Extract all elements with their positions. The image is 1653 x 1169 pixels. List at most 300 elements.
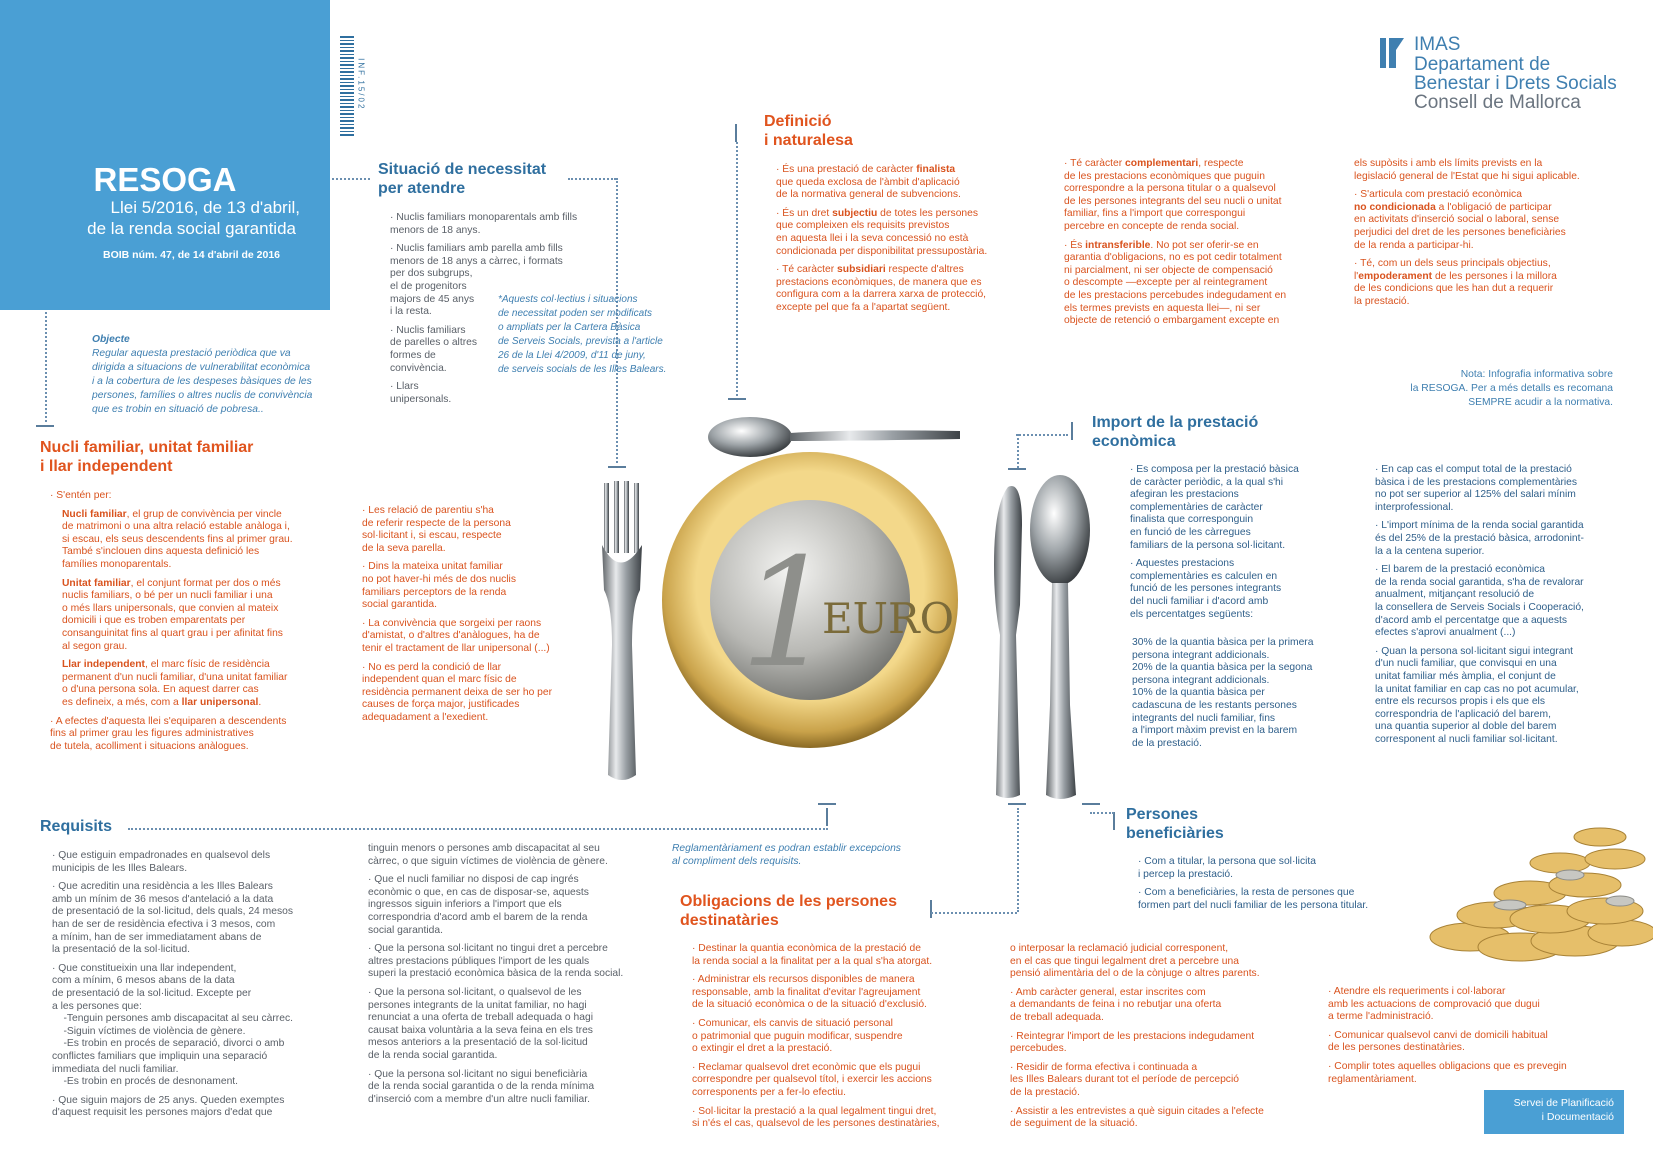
objecte-line: Regular aquesta prestació periòdica que va (92, 348, 291, 359)
text-line: 26 de la Llei 4/2009, d'11 de juny, (498, 350, 646, 361)
text-line: de la seva parella. (362, 542, 446, 554)
fork (602, 481, 642, 780)
text-line: o descompte —excepte per al reintegrament (1064, 277, 1268, 289)
obligacions-tick (930, 900, 932, 918)
text-span: , el marc físic de residència (144, 659, 270, 671)
text-line: · Comunicar qualsevol canvi de domicili habitual (1328, 1029, 1548, 1041)
requisit-item (52, 963, 342, 1089)
text-line: o patrimonial que puguin modificar, suspendre (692, 1030, 903, 1042)
text-line: · No es perd la condició de llar (362, 661, 502, 673)
text-span: respecte d'altres (885, 264, 964, 276)
import-col1 (1130, 464, 1360, 627)
text-span: , el grup de convivència per vincle (126, 508, 282, 520)
coin-value: 1 (740, 527, 836, 701)
import-connector-down (1017, 434, 1019, 468)
text-span: es defineix, a més, com a (62, 696, 182, 708)
text-line: bàsica i de les prestacions complementàries (1375, 476, 1578, 488)
obligacio-item (692, 943, 982, 968)
text-line: correspondria de l'aplicació del barem, (1375, 708, 1551, 720)
text-line: perjudici del dret de les persones beneficiàries (1354, 226, 1566, 238)
text-line: en el cas que tingui legalment dret a percebre una (1010, 955, 1239, 967)
text-line: en activitats d'inserció social o laboral, sense (1354, 214, 1560, 226)
text-line: de les persones destinatàries. (1328, 1042, 1465, 1054)
cutlery-illustration (590, 405, 1130, 805)
header-law-line1: Llei 5/2016, de 13 d'abril, (110, 198, 300, 217)
persones-title-line1: Persones (1126, 806, 1199, 823)
text-line: · En cap cas el comput total de la prestació (1375, 464, 1572, 475)
text-line: d'aquest requisit les persones majors d'edat que (52, 1107, 273, 1119)
text-line: a terme l'administració. (1328, 1011, 1434, 1023)
text-line: famílies monoparentals. (62, 558, 172, 570)
text-line: ingressos siguin inferiors a l'import que els (368, 899, 562, 911)
text-line: o interposar la reclamació judicial corresponent, (1010, 943, 1229, 954)
text-line (62, 697, 340, 710)
bold-term: finalista (916, 164, 956, 175)
situacio-note (498, 293, 698, 377)
text-line: de tutela, acolliment i situacions anàlogues. (50, 740, 249, 752)
obligacions-connector (931, 912, 1017, 914)
text-line: els termes prevists en aquesta llei—, ni ser (1064, 302, 1261, 314)
import-item (1375, 520, 1615, 558)
text-line: municipis de les Illes Balears. (52, 862, 188, 874)
text-line: formes de (390, 349, 436, 361)
text-line: consanguinitat fins al quart grau i per afinitat fins (62, 627, 283, 639)
coins-pile-image (1410, 815, 1653, 965)
euro-coin (662, 452, 958, 748)
imas-logo-icon (1378, 36, 1406, 75)
text-line: per dos subgrups, (390, 268, 473, 280)
text-span: . (258, 696, 262, 708)
text-span: a l'obligació de participar (1435, 201, 1552, 213)
text-span: · És (1064, 239, 1086, 251)
text-line: · Administrar els recursos disponibles de manera (692, 974, 915, 986)
text-line: formen part del nucli familiar de les persona titular. (1138, 899, 1369, 911)
text-line: fins al primer grau les figures administratives (50, 728, 254, 740)
text-span: , el conjunt format per dos o més (130, 577, 281, 589)
text-line: de treball adequada. (1010, 1011, 1104, 1023)
text-line: de les prestacions percebudes indegudament en (1064, 289, 1287, 301)
text-line: immediata del nucli familiar. (52, 1063, 179, 1075)
text-line: i la resta. (390, 306, 432, 318)
text-line: corresponent al nucli familiar sol·licitant. (1375, 733, 1558, 745)
text-line: funció de les persones integrants (1130, 583, 1282, 595)
text-line: superi la prestació econòmica bàsica de la renda social. (368, 968, 624, 980)
text-line: · Amb caràcter general, estar inscrites com (1010, 986, 1206, 998)
text-line: o d'una persona sola. En aquest darrer cas (62, 684, 259, 696)
situacio-connector-right (568, 178, 616, 180)
text-line: · S'articula com prestació econòmica (1354, 189, 1522, 201)
text-line: de la renda a participar-hi. (1354, 239, 1474, 251)
text-line (776, 208, 1046, 221)
text-line: majors de 45 anys (390, 293, 475, 305)
text-line: el de progenitors (390, 280, 467, 292)
requisits-title: Requisits (40, 818, 113, 835)
text-line: unipersonals. (390, 393, 452, 405)
definicio-item (1354, 158, 1614, 183)
obligacio-item (1010, 987, 1300, 1025)
nucli-def (62, 509, 340, 572)
text-line: efectes s'aprovi anualment (...) (1375, 627, 1516, 639)
text-line: social garantida. (368, 924, 443, 936)
import-col2 (1375, 464, 1615, 752)
text-line: · Que acreditin una residència a les Illes Balears (52, 881, 273, 893)
text-line: els supòsits i amb els límits prevists en la (1354, 158, 1543, 169)
text-line: de Serveis Socials, prevista a l'article (498, 336, 663, 347)
objecte-line: que es trobin en situació de pobresa.. (92, 404, 264, 415)
definicio-tick-bottom (728, 398, 746, 400)
obligacio-item (1010, 1106, 1300, 1131)
header-title: RESOGA (93, 161, 237, 198)
text-span: · És una prestació de caràcter (776, 164, 917, 175)
header-panel (0, 0, 330, 310)
requisit-item (368, 987, 658, 1063)
text-line: · Té, com un dels seus principals objectius, (1354, 258, 1551, 270)
definicio-item (1064, 158, 1334, 234)
text-line: a mínim, han de ser immediatament abans de (52, 931, 262, 943)
persones-title (1126, 805, 1224, 843)
requisits-note (672, 843, 932, 868)
text-line: familiar, fins a l'import que correspongui (1064, 208, 1246, 220)
text-line: tenir el tractament de llar unipersonal (...) (362, 642, 550, 654)
text-line: · Que siguin majors de 25 anys. Queden exemptes (52, 1094, 285, 1106)
text-line: percebudes. (1010, 1043, 1067, 1055)
text-line: de la situació econòmica o de la situació d'exclusió. (692, 999, 927, 1011)
text-line: finalista que corresponguin (1130, 514, 1254, 526)
text-line: conflictes familiars que impliquin una separació (52, 1050, 268, 1062)
import-item (1375, 646, 1615, 747)
text-line: que queda exclosa de l'àmbit d'aplicació (776, 176, 960, 188)
text-line: · A efectes d'aquesta llei s'equiparen a descendents (50, 715, 287, 727)
text-line: de la renda social garantida, s'ha de revalorar (1375, 576, 1584, 588)
text-line: la renda social a la finalitat per a la qual s'ha atorgat. (692, 955, 933, 967)
bold-term: complementari (1125, 158, 1199, 169)
text-line: menors de 18 anys. (390, 224, 481, 236)
text-line: al segon grau. (62, 640, 128, 652)
text-line: · Que la persona sol·licitant no tingui dret a percebre (368, 943, 608, 955)
text-line: en aquesta llei i la seva concessió no està (776, 232, 969, 244)
definicio-connector (736, 142, 738, 396)
objecte-line: persones, famílies o altres nuclis de convivència (92, 390, 313, 401)
text-line: · L'import mínima de la renda social garantida (1375, 520, 1584, 532)
text-line: · Quan la persona sol·licitant sigui integrant (1375, 645, 1574, 657)
text-line: de la prestació. (1010, 1086, 1080, 1098)
obligacio-item (1328, 986, 1588, 1024)
text-line: · La convivència que sorgeixi per raons (362, 617, 542, 629)
text-line (776, 164, 1046, 177)
text-line: renunciat a una oferta de treball adequada o hagi (368, 1012, 593, 1024)
text-line: la unitat familiar en cap cas no pot acumular, (1375, 683, 1579, 695)
text-line: de parelles o altres (390, 337, 478, 349)
obligacions-title-line2: destinatàries (680, 912, 779, 929)
text-line: · Que estiguin empadronades en qualsevol dels (52, 850, 271, 861)
requisit-item (52, 1095, 342, 1120)
definicio-item (1354, 189, 1614, 252)
nucli-efectes (50, 716, 340, 754)
text-span: · És un dret (776, 207, 833, 219)
text-line: altres prestacions públiques l'import de les quals (368, 955, 590, 967)
obligacio-item (1010, 1031, 1300, 1056)
text-line: d'amistat, o d'altres d'anàlogues, ha de (362, 630, 540, 642)
text-line: · Sol·licitar la prestació a la qual legalment tingui dret, (692, 1105, 937, 1117)
text-line: la presentació de la sol·licitud. (52, 944, 190, 956)
text-line: · Com a titular, la persona que sol·licita (1138, 856, 1316, 867)
text-line: d'inserció com a membre d'un altre nucli familiar. (368, 1093, 590, 1105)
situacio-item-1 (390, 212, 620, 237)
text-line: correspondre a la persona titular o a qualsevol (1064, 183, 1276, 195)
text-line: · Nuclis familiars monoparentals amb fills (390, 212, 578, 223)
bold-term: empoderament (1358, 270, 1433, 282)
nucli-item (362, 505, 592, 555)
definicio-title-line2: i naturalesa (764, 132, 853, 149)
text-line: correspondria d'acord amb el barem de la renda (368, 911, 588, 923)
text-line: pensió alimentària del o de la cònjuge o altres parents. (1010, 968, 1260, 980)
import-tick-top (1071, 422, 1073, 440)
obligacions-col1 (692, 943, 982, 1137)
text-line: -Es trobin en procés de separació, divorci o amb (52, 1038, 285, 1050)
footer-line1: Servei de Planificació (1513, 1097, 1614, 1109)
nucli-col1 (50, 490, 340, 753)
import-connector (1016, 434, 1068, 436)
bold-term: Unitat familiar (62, 577, 131, 589)
text-line: com a mínim, 6 mesos abans de la data (52, 975, 235, 987)
barcode-text: INF.15/02 (356, 58, 366, 111)
text-line: independent quan el marc físic de (362, 674, 517, 686)
text-line: 30% de la quantia bàsica per la primera (1132, 637, 1314, 648)
bold-term: intransferible (1085, 239, 1151, 251)
bold-term: no condicionada (1354, 201, 1436, 213)
text-line: unitat familiar més àmplia, el conjunt de (1375, 670, 1556, 682)
nucli-item (362, 618, 592, 656)
nucli-item (362, 662, 592, 725)
text-line: complementàries es calculen en (1130, 570, 1278, 582)
knife (994, 486, 1022, 798)
nucli-def (62, 578, 340, 654)
obligacio-item (1010, 1062, 1300, 1100)
text-line: integrants del nucli familiar, fins (1132, 712, 1276, 724)
text-line: correspondre per qualsevol títol, i exercir les accions (692, 1074, 932, 1086)
requisit-item (368, 843, 658, 868)
text-line: econòmic o que, en cas de disposar-se, aquests (368, 886, 589, 898)
text-line (1354, 271, 1614, 284)
text-line: del nucli familiar i d'acord amb (1130, 595, 1269, 607)
situacio-title-line2: per atendre (378, 180, 466, 197)
text-line: percebre en concepte de renda social. (1064, 220, 1240, 232)
text-line: de presentació de la sol·licitud. Excepte per (52, 987, 252, 999)
definicio-col2 (1064, 158, 1334, 334)
text-line: · Llars (390, 381, 419, 393)
text-line: de referir respecte de la persona (362, 517, 511, 529)
import-title (1092, 413, 1258, 451)
text-line: o ampliats per la Cartera Bàsica (498, 322, 641, 333)
import-item (1130, 464, 1360, 552)
bold-term: Llar independent (62, 659, 145, 671)
text-line: han de ser de residència efectiva i 3 mesos, com (52, 918, 276, 930)
text-line: no pot haver-hi més de dos nuclis (362, 573, 516, 585)
text-line: que compleixen els requisits previstos (776, 220, 950, 232)
text-line: · Reintegrar l'import de les prestacions indegudament (1010, 1030, 1255, 1042)
text-line: Nota: Infografia informativa sobre (1460, 369, 1613, 380)
text-span: , respecte (1198, 158, 1244, 169)
bold-term: Nucli familiar (62, 508, 127, 520)
logo-dept-line1: Departament de (1414, 54, 1551, 75)
text-line: persona integrant addicionals. (1132, 649, 1270, 661)
logo-imas: IMAS (1414, 34, 1461, 55)
text-line: de la renda social garantida. (368, 1049, 498, 1061)
obligacio-item (692, 1062, 982, 1100)
import-item (1130, 558, 1360, 621)
text-line: si n'és el cas, qualsevol de les persones destinatàries, (692, 1118, 940, 1130)
text-line: de la renda social garantida o de la renda mínima (368, 1081, 595, 1093)
definicio-item (776, 264, 1046, 314)
header-boib: BOIB núm. 47, de 14 d'abril de 2016 (103, 249, 280, 261)
persones-tick-top (1082, 803, 1100, 805)
obligacio-item (1328, 1030, 1588, 1055)
text-line: menors de 18 anys a càrrec, i formats (390, 255, 563, 267)
text-line: domicili i que es troben emparentats per (62, 615, 246, 627)
text-line: configura com a la darrera xarxa de protecció, (776, 289, 987, 301)
text-line: una quantia superior al doble del barem (1375, 721, 1557, 733)
text-line: d'acord amb el percentatge que a aquests (1375, 614, 1568, 626)
text-line: adequadament a l'exedient. (362, 711, 489, 723)
objecte-tick (36, 425, 54, 427)
nucli-intro: · S'entén per: (50, 490, 112, 501)
text-line: o extingir el dret a la prestació. (692, 1043, 833, 1055)
text-line: de la normativa general de subvencions. (776, 189, 961, 201)
requisits-tick-h (818, 803, 836, 805)
text-line: prestacions econòmiques, de manera que es (776, 276, 982, 288)
text-line: en funció de les càrregues (1130, 526, 1251, 538)
objecte-section (92, 333, 342, 417)
text-line: o més llars unipersonals, que convien al mateix (62, 602, 279, 614)
text-line: els percentatges següents: (1130, 608, 1254, 620)
persones-list (1138, 856, 1438, 918)
text-line: objecte de retenció o embargament excepte en (1064, 315, 1280, 327)
text-line: · Dins la mateixa unitat familiar (362, 561, 503, 573)
text-line: · Que la persona sol·licitant, o qualsevol de les (368, 986, 582, 998)
text-line: · Que el nucli familiar no disposi de cap ingrés (368, 874, 579, 886)
persones-tick (1113, 812, 1115, 830)
text-line: de les prestacions econòmiques que puguin (1064, 170, 1265, 182)
objecte-line: i a la cobertura de les despeses bàsiques de les (92, 376, 312, 387)
situacio-title-line1: Situació de necessitat (378, 161, 547, 178)
definicio-tick-top (735, 124, 737, 142)
import-percentages (1132, 637, 1372, 750)
text-line: · Es composa per la prestació bàsica (1130, 464, 1299, 475)
text-line: SEMPRE acudir a la normativa. (1468, 397, 1613, 408)
text-span: de les persones i la millora (1432, 270, 1557, 282)
logo-consell: Consell de Mallorca (1414, 92, 1581, 113)
text-line: social garantida. (362, 599, 437, 611)
text-span: . No pot ser oferir-se en (1150, 239, 1259, 251)
text-line: *Aquests col·lectius i situacions (498, 294, 638, 305)
definicio-item (1354, 258, 1614, 308)
text-line: si escau, els seus descendents fins al primer grau. (62, 533, 293, 545)
definicio-item (776, 208, 1046, 258)
import-title-line1: Import de la prestació (1092, 414, 1259, 431)
nota (1330, 368, 1613, 410)
text-line: a l'import màxim previst en la barem (1132, 725, 1298, 737)
obligacio-item (692, 1106, 982, 1131)
objecte-connector (45, 312, 47, 422)
text-line: 10% de la quantia bàsica per (1132, 687, 1265, 699)
text-line: · Que constitueixin una llar independent, (52, 962, 237, 974)
import-title-line2: econòmica (1092, 433, 1176, 450)
requisit-item (368, 1069, 658, 1107)
text-line: També s'inclouen dins aquesta definició les (62, 546, 260, 558)
obligacions-connector-up (1017, 808, 1019, 912)
text-line (62, 509, 340, 522)
text-span: · Té caràcter (776, 264, 838, 276)
requisits-connector (128, 828, 828, 830)
text-line (62, 578, 340, 591)
text-line (776, 264, 1046, 277)
persona-item (1138, 856, 1438, 881)
obligacions-title-line1: Obligacions de les persones (680, 893, 897, 910)
text-line: · Reclamar qualsevol dret econòmic que els pugui (692, 1061, 921, 1073)
text-line: tinguin menors o persones amb discapacitat al seu (368, 843, 600, 854)
text-line: Reglamentàriament es podran establir excepcions (672, 843, 901, 854)
text-line: · Les relació de parentiu s'ha (362, 505, 494, 516)
text-line: a les persones que: (52, 1000, 142, 1012)
nucli-title (40, 438, 253, 476)
situacio-item-4 (390, 381, 620, 406)
text-span: · Té caràcter (1064, 158, 1126, 169)
text-line: de necessitat poden ser modificats (498, 308, 652, 319)
logo-dept-line2: Benestar i Drets Socials (1414, 73, 1617, 94)
text-line: de la prestació. (1132, 737, 1202, 749)
text-line: a demandants de feina i no rebutjar una oferta (1010, 999, 1222, 1011)
persones-connector (1090, 812, 1114, 814)
obligacio-item (692, 1018, 982, 1056)
text-line: entre els recursos propis i els que els (1375, 696, 1545, 708)
text-span: l' (1354, 270, 1359, 282)
text-line (62, 659, 340, 672)
text-line: complementàries de caràcter (1130, 501, 1263, 513)
definicio-item (776, 164, 1046, 202)
text-line: · Atendre els requeriments i col·laborar (1328, 986, 1506, 997)
requisits-col1 (52, 850, 342, 1126)
text-line: · Que la persona sol·licitant no sigui beneficiària (368, 1068, 588, 1080)
obligacio-item (1010, 943, 1300, 981)
text-line: · Assistir a les entrevistes a què siguin citades a l'efecte (1010, 1105, 1264, 1117)
right-spoon (1030, 475, 1090, 799)
text-line: · Comunicar, els canvis de situació personal (692, 1017, 893, 1029)
obligacions-col2 (1010, 943, 1300, 1137)
nucli-def (62, 659, 340, 709)
text-line: · Nuclis familiars (390, 324, 466, 336)
text-line: · Destinar la quantia econòmica de la prestació de (692, 943, 921, 954)
text-line: càrrec, o que siguin víctimes de violència de gènere. (368, 855, 608, 867)
text-line: excepte pel que fa a l'apartat següent. (776, 301, 951, 313)
text-line: · Nuclis familiars amb parella amb fills (390, 243, 563, 255)
text-line (1064, 158, 1334, 171)
text-line: permanent d'un nucli familiar, d'una unitat familiar (62, 671, 288, 683)
definicio-title (764, 112, 853, 150)
text-line: no pot ser superior al 125% del salari mínim (1375, 489, 1576, 501)
text-line: · Aquestes prestacions (1130, 558, 1235, 570)
footer-box (1484, 1090, 1624, 1134)
bold-term: subsidiari (837, 264, 886, 276)
text-line: la consellera de Serveis Socials i Cooperació, (1375, 601, 1584, 613)
text-line: garantia d'obligacions, no es pot cedir totalment (1064, 252, 1282, 264)
text-line: al compliment dels requisits. (672, 855, 802, 867)
text-line: d'un nucli familiar, que convisqui en una (1375, 658, 1557, 670)
obligacions-tick-top (1008, 803, 1026, 805)
text-line: la prestació. (1354, 295, 1410, 307)
text-line: -Es trobin en procés de desnonament. (52, 1076, 239, 1088)
text-line: -Siguin víctimes de violència de gènere. (52, 1025, 246, 1037)
text-line: familiars perceptors de la renda (362, 586, 507, 598)
